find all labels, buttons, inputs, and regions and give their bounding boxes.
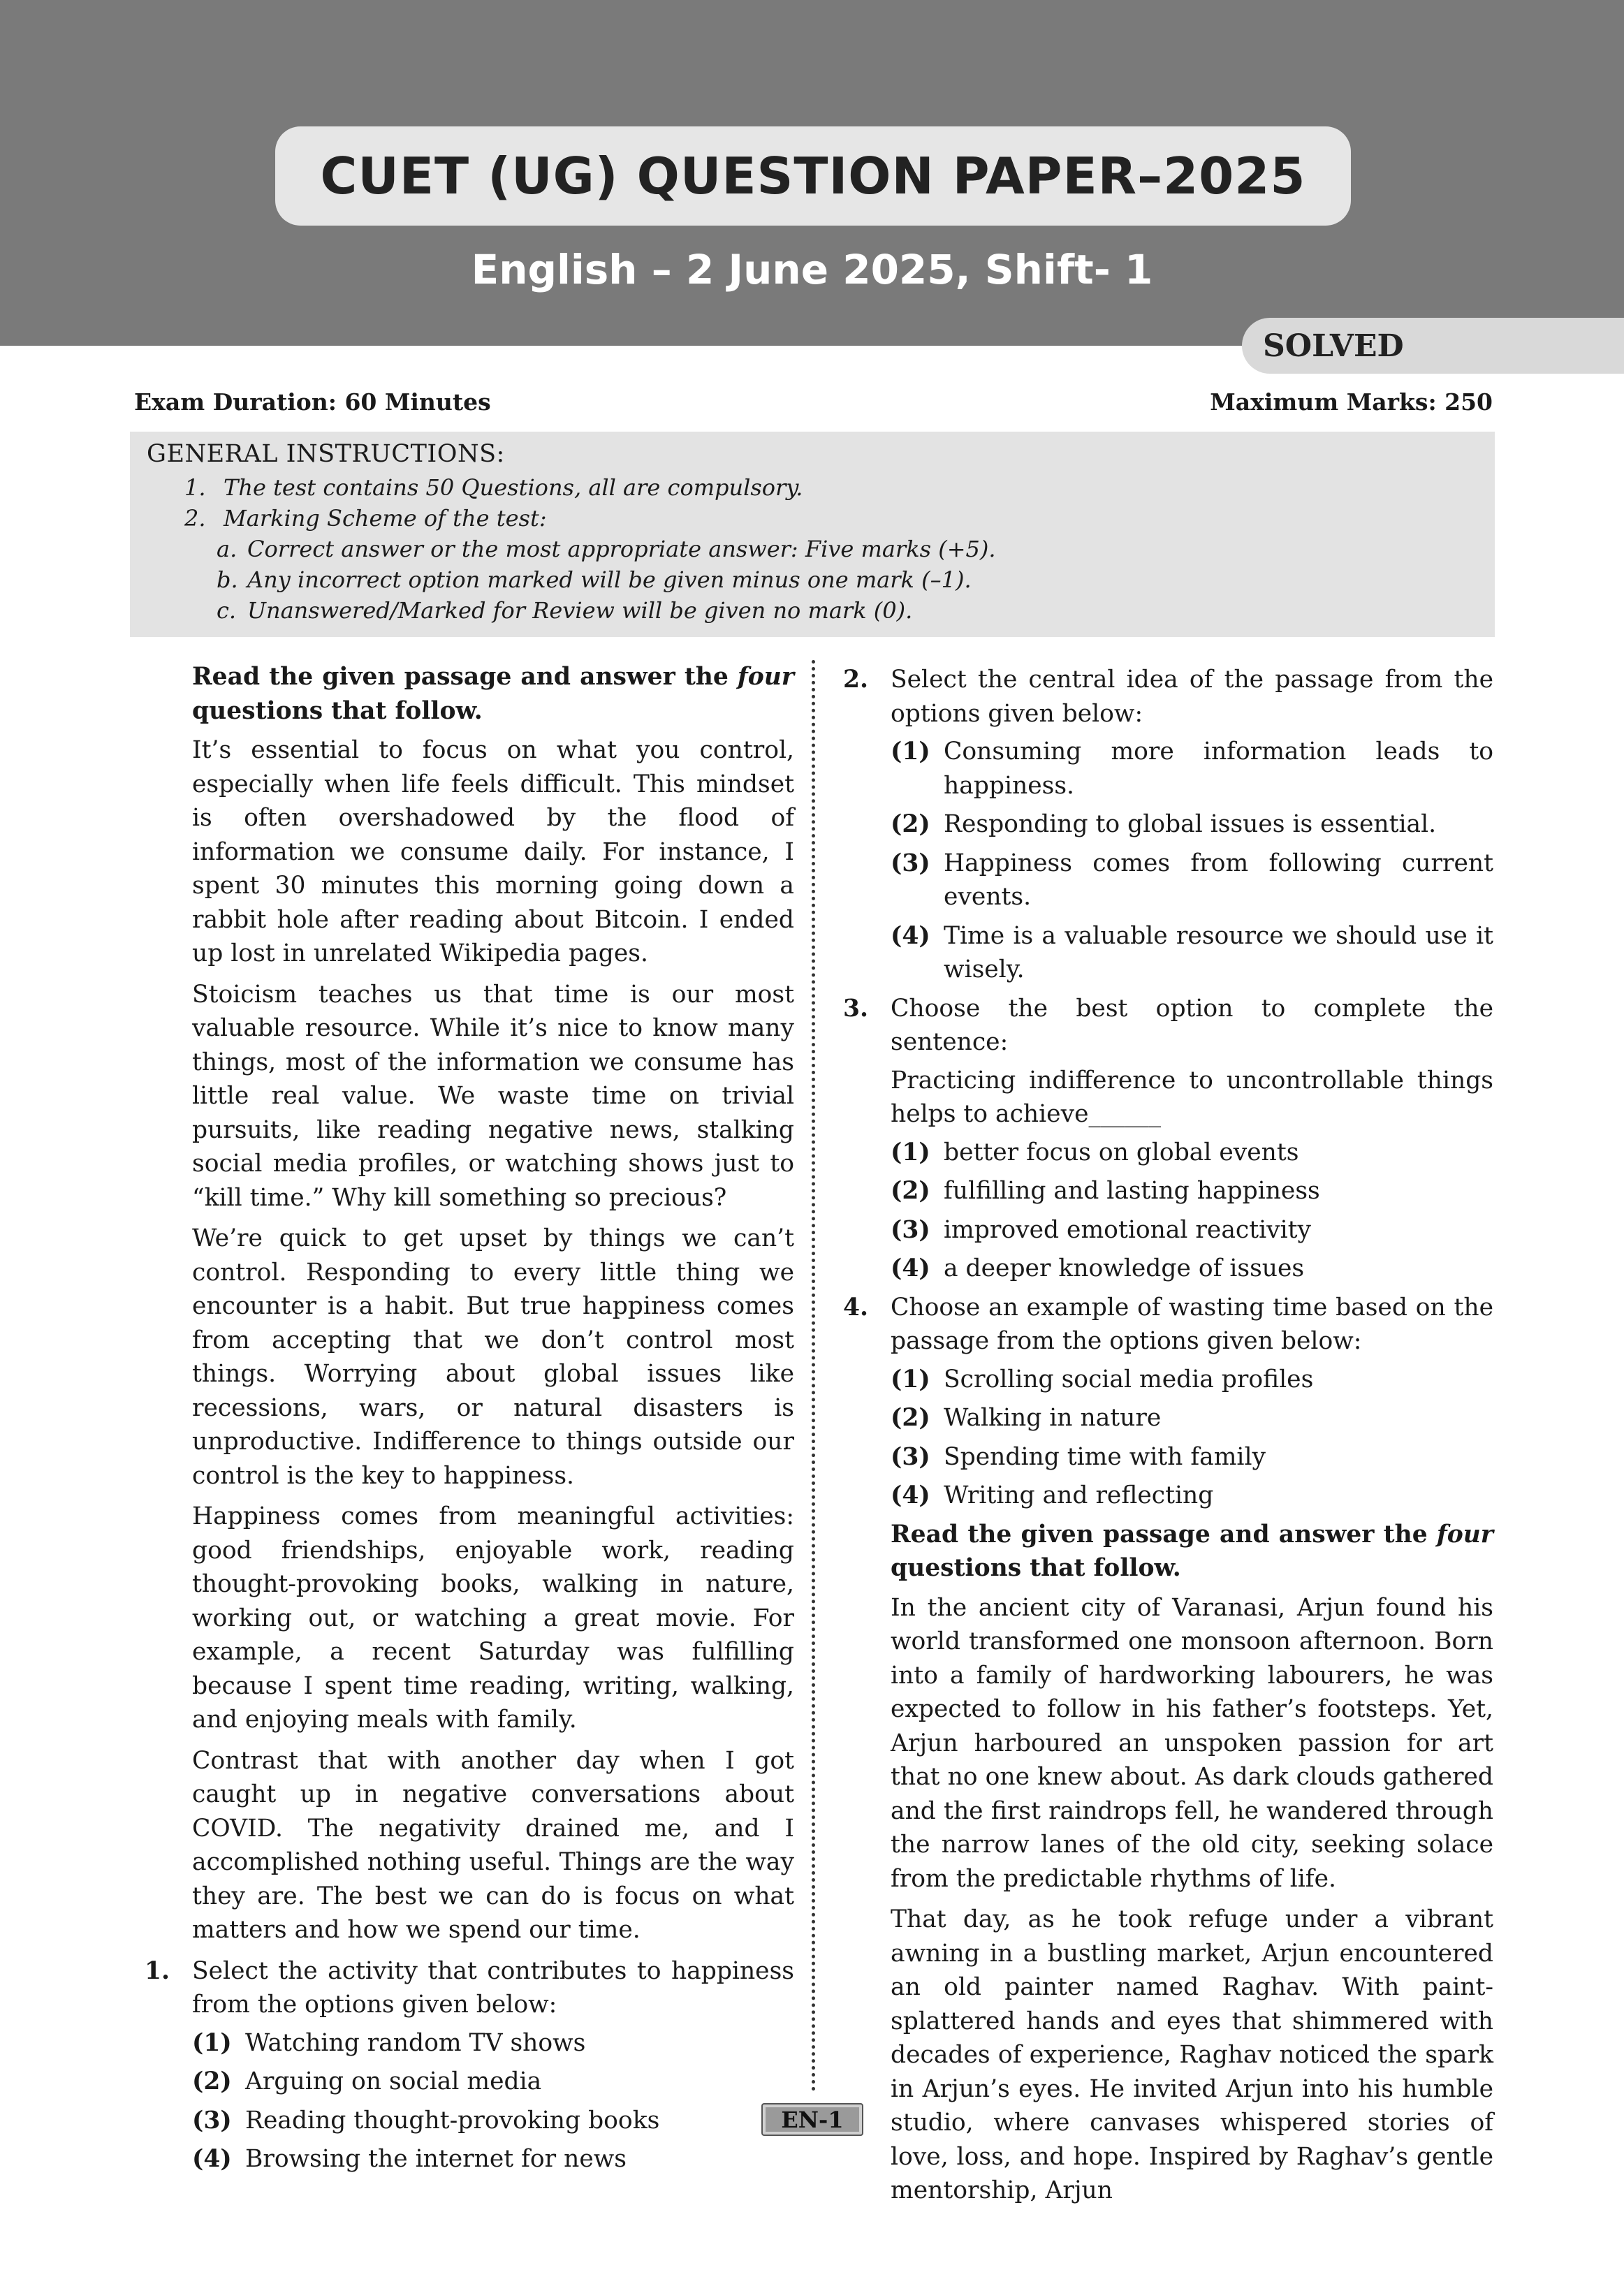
question-number: 4.	[843, 1293, 869, 1322]
instructions-heading: GENERAL INSTRUCTIONS:	[147, 440, 505, 468]
instruction-sub-item: c. Unanswered/Marked for Review will be given no mark (0).	[217, 597, 913, 624]
option: (4) Time is a valuable resource we should use it wisely.	[891, 921, 1493, 983]
question-stem: Practicing indifference to uncontrollable things helps to achieve______	[891, 1066, 1493, 1128]
instruction-sub-item: a. Correct answer or the most appropriate answer: Five marks (+5).	[217, 536, 996, 562]
passage-2-paragraph: In the ancient city of Varanasi, Arjun found his world transformed one monsoon afternoon. Born into a family of hardworking labourers, he was expected to follow in his father’s footsteps. Yet, Arjun harboured an unspoken passion for art that no one knew about. As dark clouds gathered and the first raindrops fell, he wandered through the narrow lanes of the old city, seeking solace from the predictable rhythms of life.	[891, 1593, 1493, 1893]
passage-1-paragraph: Stoicism teaches us that time is our most valuable resource. While it’s nice to know many things, most of the information we consume has little real value. We waste time on trivial pursuits, like reading negative news, stalking social media profiles, or watching shows just to “kill time.” Why kill something so precious?	[192, 980, 794, 1212]
passage-2-paragraph: That day, as he took refuge under a vibrant awning in a bustling market, Arjun encountered an old painter named Raghav. With paint-splattered hands and eyes that shimmered with decades of experience, Raghav noticed the spark in Arjun’s eyes. He invited Arjun into his humble studio, where canvases whispered stories of love, loss, and hope. Inspired by Raghav’s gentle mentorship, Arjun	[891, 1905, 1493, 2204]
question-number: 3.	[843, 994, 869, 1023]
page-title: CUET (UG) QUESTION PAPER–2025	[320, 147, 1306, 205]
passage-1-paragraph: Contrast that with another day when I got caught up in negative conversations about COVID. The negativity drained me, and I accomplished nothing useful. Things are the way they are. The best we can do is focus on what matters and how we spend our time.	[192, 1746, 794, 1944]
option: (3) Reading thought-provoking books	[192, 2106, 660, 2135]
instruction-sub-item: b. Any incorrect option marked will be given minus one mark (–1).	[217, 566, 972, 593]
question-4	[843, 1291, 1493, 1359]
question-text: Select the central idea of the passage from the options given below:	[891, 666, 1493, 728]
question-number: 2.	[843, 666, 869, 694]
page-number-badge: EN-1	[761, 2103, 863, 2136]
passage-1-paragraph: We’re quick to get upset by things we can’t control. Responding to every little thing we encounter is a habit. But true happiness comes from accepting that we don’t control most things. Worrying about global issues like recessions, wars, or natural disasters is unproductive. Indifference to things outside our control is the key to happiness.	[192, 1224, 794, 1490]
question-1	[145, 1954, 794, 2022]
right-column	[843, 660, 1493, 2215]
passage-1-paragraph: It’s essential to focus on what you control, especially when life feels difficult. This mindset is often overshadowed by the flood of information we consume daily. For instance, I spent 30 minutes this morning going down a rabbit hole after reading about Bitcoin. I ended up lost in unrelated Wikipedia pages.	[192, 736, 794, 967]
column-divider	[812, 660, 815, 2092]
option: (2) Arguing on social media	[192, 2067, 542, 2095]
passage-2-instruction: Read the given passage and answer the four questions that follow.	[891, 1520, 1493, 1582]
option: (2) Responding to global issues is essential.	[891, 810, 1437, 838]
maximum-marks: Maximum Marks: 250	[1210, 388, 1493, 416]
general-instructions	[130, 432, 1495, 637]
passage-1-paragraph: Happiness comes from meaningful activities: good friendships, enjoyable work, reading thought-provoking books, walking in nature, working out, or watching a great movie. For example, a recent Saturday was fulfilling because I spent time reading, writing, walking, and enjoying meals with family.	[192, 1502, 794, 1734]
left-column	[145, 660, 794, 2181]
question-3	[843, 992, 1493, 1060]
option: (4) a deeper knowledge of issues	[891, 1254, 1305, 1282]
exam-duration: Exam Duration: 60 Minutes	[134, 388, 491, 416]
question-text: Select the activity that contributes to happiness from the options given below:	[192, 1956, 794, 2019]
solved-badge	[1242, 318, 1624, 374]
instruction-item: 2. Marking Scheme of the test:	[184, 505, 547, 532]
solved-label: SOLVED	[1263, 328, 1404, 364]
question-number: 1.	[145, 1956, 170, 1985]
passage-1-instruction: Read the given passage and answer the four questions that follow.	[192, 663, 794, 725]
option: (3) improved emotional reactivity	[891, 1215, 1311, 1244]
instruction-item: 1. The test contains 50 Questions, all are compulsory.	[184, 474, 803, 501]
option: (3) Spending time with family	[891, 1442, 1266, 1471]
option: (4) Browsing the internet for news	[192, 2145, 627, 2173]
question-text: Choose the best option to complete the sentence:	[891, 994, 1493, 1056]
page-subtitle: English – 2 June 2025, Shift- 1	[471, 246, 1153, 293]
option: (2) fulfilling and lasting happiness	[891, 1177, 1320, 1205]
question-text: Choose an example of wasting time based on the passage from the options given below:	[891, 1293, 1493, 1355]
option: (1) Consuming more information leads to happiness.	[891, 738, 1493, 800]
option: (4) Writing and reflecting	[891, 1481, 1214, 1509]
option: (1) better focus on global events	[891, 1138, 1299, 1166]
option: (1) Scrolling social media profiles	[891, 1365, 1314, 1393]
title-banner	[275, 126, 1351, 226]
question-2	[843, 663, 1493, 731]
option: (2) Walking in nature	[891, 1404, 1162, 1432]
option: (3) Happiness comes from following current events.	[891, 849, 1493, 911]
option: (1) Watching random TV shows	[192, 2028, 586, 2057]
